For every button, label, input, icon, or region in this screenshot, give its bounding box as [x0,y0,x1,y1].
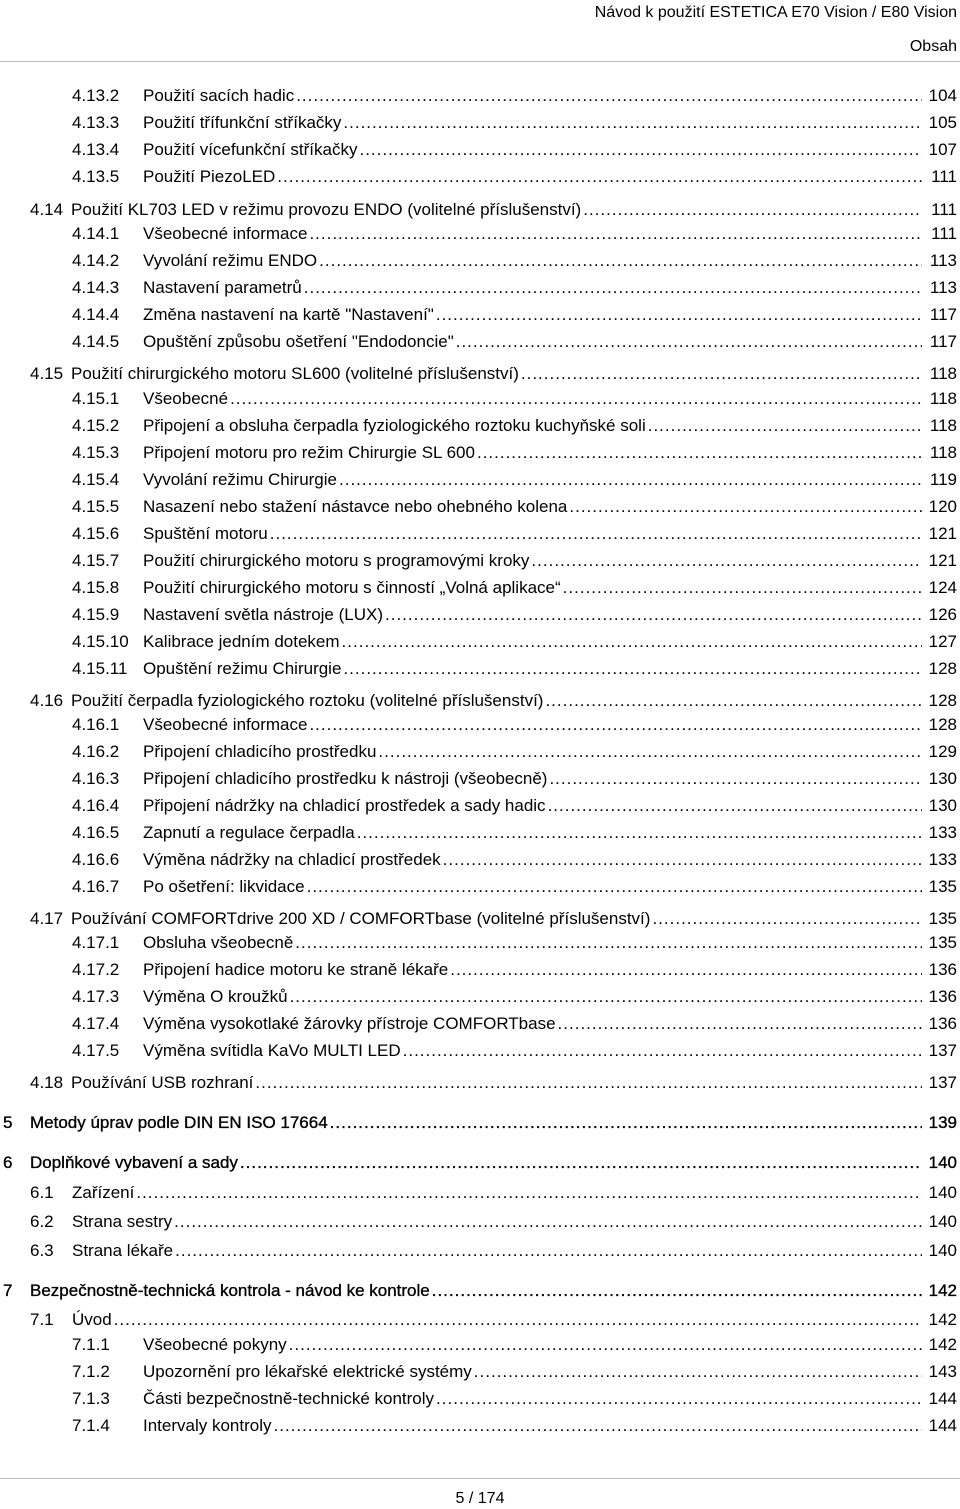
toc-entry[interactable] [0,848,960,872]
toc-entry[interactable] [0,1039,960,1063]
toc-entry-title: Výměna O kroužků [143,987,288,1006]
toc-entry-number: 7.1.4 [72,1416,110,1435]
toc-entry-page: 142 [928,1310,957,1329]
toc-entry[interactable] [0,1333,960,1357]
dot-leader [443,848,922,872]
toc-entry-page: 121 [928,551,957,570]
toc-entry-page: 117 [929,305,957,324]
toc-entry[interactable] [0,907,960,931]
dot-leader [432,1279,922,1303]
toc-entry-number: 4.15.6 [72,524,120,543]
toc-entry-number: 4.15.5 [72,497,120,516]
toc-entry-number: 4.17.1 [72,933,120,952]
toc-entry[interactable] [0,303,960,327]
toc-entry-title: Použití KL703 LED v režimu provozu ENDO (volitelné příslušenství) [71,200,582,219]
dot-leader [436,1387,922,1411]
toc-entry-page: 139 [928,1113,957,1132]
toc-entry-number: 4.15.2 [72,416,120,435]
toc-entry-page: 142 [928,1335,957,1354]
toc-entry[interactable] [0,1181,960,1205]
toc-entry-number: 7.1.2 [72,1362,110,1381]
dot-leader [343,111,922,135]
toc-entry-title: Používání USB rozhraní [71,1073,254,1092]
toc-entry[interactable] [0,1387,960,1411]
toc-entry-page: 135 [928,877,957,896]
toc-entry[interactable] [0,441,960,465]
toc-entry-number: 4.13.3 [72,113,120,132]
toc-entry-page: 111 [931,200,957,219]
toc-entry-title: Opuštění režimu Chirurgie [143,659,342,678]
toc-entry-number: 4.16.5 [72,823,120,842]
toc-entry-number: 4.18 [30,1073,64,1092]
toc-entry-page: 136 [928,1014,957,1033]
toc-entry-number: 4.16.7 [72,877,120,896]
toc-entry[interactable] [0,1308,960,1332]
toc-entry-title: Doplňkové vybavení a sady [30,1153,238,1172]
toc-entry[interactable] [0,387,960,411]
toc-entry[interactable] [0,330,960,354]
toc-entry[interactable] [0,249,960,273]
toc-entry-title: Zařízení [72,1183,135,1202]
toc-entry[interactable] [0,875,960,899]
toc-entry-page: 140 [928,1212,957,1231]
toc-entry[interactable] [0,362,960,386]
toc-entry-page: 135 [928,933,957,952]
toc-entry[interactable] [0,821,960,845]
toc-entry-page: 128 [928,715,957,734]
dot-leader [290,985,922,1009]
toc-entry[interactable] [0,1071,960,1095]
footer-divider [0,1478,960,1479]
toc-entry-page: 120 [928,497,957,516]
dot-leader [330,1111,922,1135]
toc-entry[interactable] [0,958,960,982]
toc-entry-number: 4.15.3 [72,443,120,462]
toc-entry-number: 4.17.3 [72,987,120,1006]
dot-leader [403,1039,922,1063]
toc-entry[interactable] [0,576,960,600]
toc-entry-title: Připojení a obsluha čerpadla fyziologického roztoku kuchyňské soli [143,416,646,435]
dot-leader [558,1012,922,1036]
toc-entry-page: 130 [928,796,957,815]
dot-leader [289,1333,922,1357]
dot-leader [175,1239,922,1263]
toc-entry[interactable] [0,495,960,519]
toc-entry[interactable] [0,522,960,546]
toc-entry[interactable] [0,931,960,955]
toc-entry-page: 107 [928,140,957,159]
toc-entry[interactable] [0,1239,960,1263]
toc-entry-title: Připojení motoru pro režim Chirurgie SL 600 [143,443,475,462]
toc-entry-title: Použití třífunkční stříkačky [143,113,342,132]
dot-leader [357,821,922,845]
toc-entry-title: Použití chirurgického motoru s činností „Volná aplikace“ [143,578,561,597]
toc-entry-title: Připojení chladicího prostředku [143,742,377,761]
dot-leader [545,689,922,713]
toc-entry-number: 5 [3,1113,13,1132]
toc-entry-title: Použití chirurgického motoru s programovými kroky [143,551,530,570]
dot-leader [456,330,922,354]
toc-entry-title: Všeobecné informace [143,715,308,734]
toc-entry-title: Obsluha všeobecně [143,933,294,952]
toc-entry-number: 4.14.2 [72,251,120,270]
toc-entry-page: 113 [929,278,957,297]
toc-entry-title: Opuštění způsobu ošetření "Endodoncie" [143,332,454,351]
dot-leader [531,549,922,573]
dot-leader [255,1071,922,1095]
toc-entry[interactable] [0,1111,960,1135]
toc-entry-number: 6.3 [30,1241,54,1260]
toc-entry-title: Připojení nádržky na chladicí prostředek a sady hadic [143,796,546,815]
toc-entry-number: 4.14.4 [72,305,120,324]
toc-entry-page: 137 [928,1041,957,1060]
dot-leader [549,767,922,791]
toc-entry-number: 4.13.2 [72,86,120,105]
toc-entry[interactable] [0,1151,960,1175]
dot-leader [339,468,922,492]
toc-entry-title: Po ošetření: likvidace [143,877,305,896]
toc-entry-title: Výměna svítidla KaVo MULTI LED [143,1041,401,1060]
toc-entry-title: Vyvolání režimu ENDO [143,251,318,270]
toc-entry-title: Všeobecné pokyny [143,1335,287,1354]
toc-entry-number: 7.1.1 [72,1335,110,1354]
toc-entry[interactable] [0,222,960,246]
toc-entry-page: 118 [929,364,957,383]
page-indicator: 5 / 174 [455,1490,505,1507]
toc-entry-title: Použití čerpadla fyziologického roztoku (volitelné příslušenství) [71,691,544,710]
toc-entry-title: Připojení hadice motoru ke straně lékaře [143,960,449,979]
dot-leader [274,1414,923,1438]
toc-entry-number: 4.16 [30,691,64,710]
toc-entry-page: 137 [928,1073,957,1092]
dot-leader [136,1181,922,1205]
toc-entry-title: Strana lékaře [72,1241,174,1260]
toc-entry[interactable] [0,1279,960,1303]
toc-entry[interactable] [0,630,960,654]
toc-entry[interactable] [0,165,960,189]
toc-entry-title: Části bezpečnostně-technické kontroly [143,1389,435,1408]
toc-entry-page: 113 [929,251,957,270]
toc-entry-number: 4.13.5 [72,167,120,186]
toc-entry-number: 4.16.4 [72,796,120,815]
dot-leader [309,222,922,246]
toc-entry-title: Úvod [72,1310,112,1329]
toc-entry-title: Všeobecné [143,389,229,408]
toc-entry-number: 4.16.3 [72,769,120,788]
toc-entry-title: Kalibrace jedním dotekem [143,632,340,651]
dot-leader [569,495,922,519]
toc-entry-title: Výměna vysokotlaké žárovky přístroje COMFORTbase [143,1014,556,1033]
toc-entry-title: Použití chirurgického motoru SL600 (volitelné příslušenství) [71,364,519,383]
dot-leader [343,657,922,681]
toc-entry[interactable] [0,1012,960,1036]
toc-entry-number: 4.15.4 [72,470,120,489]
toc-entry-number: 4.17.4 [72,1014,120,1033]
toc-entry-number: 6.2 [30,1212,54,1231]
dot-leader [652,907,922,931]
toc-entry-number: 4.16.6 [72,850,120,869]
toc-entry-number: 4.16.2 [72,742,120,761]
toc-entry[interactable] [0,985,960,1009]
toc-entry-page: 136 [928,960,957,979]
toc-entry-title: Spuštění motoru [143,524,268,543]
toc-entry-page: 124 [928,578,957,597]
toc-entry[interactable] [0,1414,960,1438]
toc-entry-page: 133 [928,850,957,869]
toc-entry[interactable] [0,468,960,492]
toc-entry-title: Zapnutí a regulace čerpadla [143,823,355,842]
dot-leader [230,387,922,411]
toc-entry-title: Intervaly kontroly [143,1416,272,1435]
dot-leader [583,198,922,222]
toc-entry-number: 7.1.3 [72,1389,110,1408]
toc-entry-number: 4.13.4 [72,140,120,159]
dot-leader [521,362,922,386]
dot-leader [648,414,922,438]
dot-leader [378,740,922,764]
dot-leader [174,1210,922,1234]
toc-entry-title: Připojení chladicího prostředku k nástroji (všeobecně) [143,769,548,788]
toc-entry-page: 129 [928,742,957,761]
toc-entry-number: 4.14.5 [72,332,120,351]
toc-entry-number: 4.15.1 [72,389,120,408]
dot-leader [359,138,922,162]
dot-leader [436,303,922,327]
dot-leader [304,276,922,300]
toc-entry-number: 4.15.11 [72,659,128,678]
toc-entry[interactable] [0,767,960,791]
toc-entry-number: 4.15.9 [72,605,120,624]
toc-entry-title: Všeobecné informace [143,224,308,243]
toc-entry[interactable] [0,198,960,222]
toc-entry-page: 140 [928,1241,957,1260]
dot-leader [474,1360,922,1384]
toc-entry-number: 4.14 [30,200,64,219]
toc-entry-page: 128 [928,691,957,710]
toc-entry[interactable] [0,549,960,573]
toc-entry-number: 4.14.1 [72,224,120,243]
toc-entry-title: Změna nastavení na kartě "Nastavení" [143,305,434,324]
toc-entry[interactable] [0,603,960,627]
document-title: Návod k použití ESTETICA E70 Vision / E80 Vision [594,4,957,21]
toc-entry[interactable] [0,689,960,713]
toc-entry-number: 4.15 [30,364,64,383]
dot-leader [309,713,922,737]
toc-entry-page: 130 [928,769,957,788]
toc-entry[interactable] [0,713,960,737]
toc-entry-number: 4.15.10 [72,632,129,651]
dot-leader [385,603,922,627]
toc-entry-title: Metody úprav podle DIN EN ISO 17664 [30,1113,328,1132]
toc-entry-title: Vyvolání režimu Chirurgie [143,470,337,489]
dot-leader [270,522,922,546]
toc-entry-number: 4.16.1 [72,715,120,734]
toc-entry[interactable] [0,740,960,764]
toc-entry-page: 140 [928,1183,957,1202]
toc-entry[interactable] [0,84,960,108]
toc-entry[interactable] [0,138,960,162]
dot-leader [295,931,922,955]
dot-leader [477,441,922,465]
toc-entry-number: 4.17.2 [72,960,120,979]
toc-entry-title: Výměna nádržky na chladicí prostředek [143,850,441,869]
dot-leader [548,794,922,818]
toc-entry-number: 4.17.5 [72,1041,120,1060]
toc-entry-title: Nastavení světla nástroje (LUX) [143,605,383,624]
toc-entry[interactable] [0,111,960,135]
dot-leader [342,630,922,654]
toc-entry-title: Nastavení parametrů [143,278,302,297]
toc-entry-number: 7.1 [30,1310,54,1329]
dot-leader [114,1308,922,1332]
toc-entry-page: 143 [928,1362,957,1381]
toc-entry-number: 4.17 [30,909,64,928]
toc-entry-title: Nasazení nebo stažení nástavce nebo ohebného kolena [143,497,568,516]
dot-leader [240,1151,922,1175]
dot-leader [296,84,922,108]
toc-entry-page: 111 [931,167,957,186]
toc-entry-number: 4.15.7 [72,551,120,570]
dot-leader [319,249,922,273]
toc-entry-page: 140 [928,1153,957,1172]
toc-entry-title: Upozornění pro lékařské elektrické systémy [143,1362,472,1381]
toc-entry-page: 127 [928,632,957,651]
toc-entry[interactable] [0,1360,960,1384]
toc-entry-page: 144 [928,1416,957,1435]
toc-entry-number: 6.1 [30,1183,54,1202]
toc-entry-number: 6 [3,1153,13,1172]
toc-entry-title: Používání COMFORTdrive 200 XD / COMFORTbase (volitelné příslušenství) [71,909,651,928]
toc-entry-page: 144 [928,1389,957,1408]
toc-entry-page: 104 [928,86,957,105]
toc-entry-number: 7 [3,1281,13,1300]
toc-entry[interactable] [0,657,960,681]
toc-entry-title: Použití PiezoLED [143,167,276,186]
toc-entry-title: Použití sacích hadic [143,86,295,105]
toc-entry-number: 4.15.8 [72,578,120,597]
toc-entry-page: 135 [928,909,957,928]
toc-entry-title: Bezpečnostně-technická kontrola - návod ke kontrole [30,1281,430,1300]
toc-entry-page: 118 [929,389,957,408]
toc-entry[interactable] [0,794,960,818]
toc-entry[interactable] [0,276,960,300]
toc-entry[interactable] [0,414,960,438]
dot-leader [277,165,922,189]
toc-entry-page: 117 [929,332,957,351]
toc-entry-number: 4.14.3 [72,278,120,297]
dot-leader [307,875,922,899]
dot-leader [563,576,922,600]
toc-entry-title: Použití vícefunkční stříkačky [143,140,358,159]
dot-leader [450,958,922,982]
toc-entry-page: 118 [929,443,957,462]
section-label: Obsah [909,38,957,55]
toc-entry-page: 133 [928,823,957,842]
toc-entry-page: 136 [928,987,957,1006]
toc-entry-page: 121 [928,524,957,543]
toc-entry[interactable] [0,1210,960,1234]
toc-entry-title: Strana sestry [72,1212,173,1231]
toc-entry-page: 142 [928,1281,957,1300]
toc-entry-page: 126 [928,605,957,624]
toc-entry-page: 128 [928,659,957,678]
toc-entry-page: 119 [929,470,957,489]
toc-entry-page: 111 [931,224,957,243]
toc-entry-page: 105 [928,113,957,132]
toc-entry-page: 118 [929,416,957,435]
